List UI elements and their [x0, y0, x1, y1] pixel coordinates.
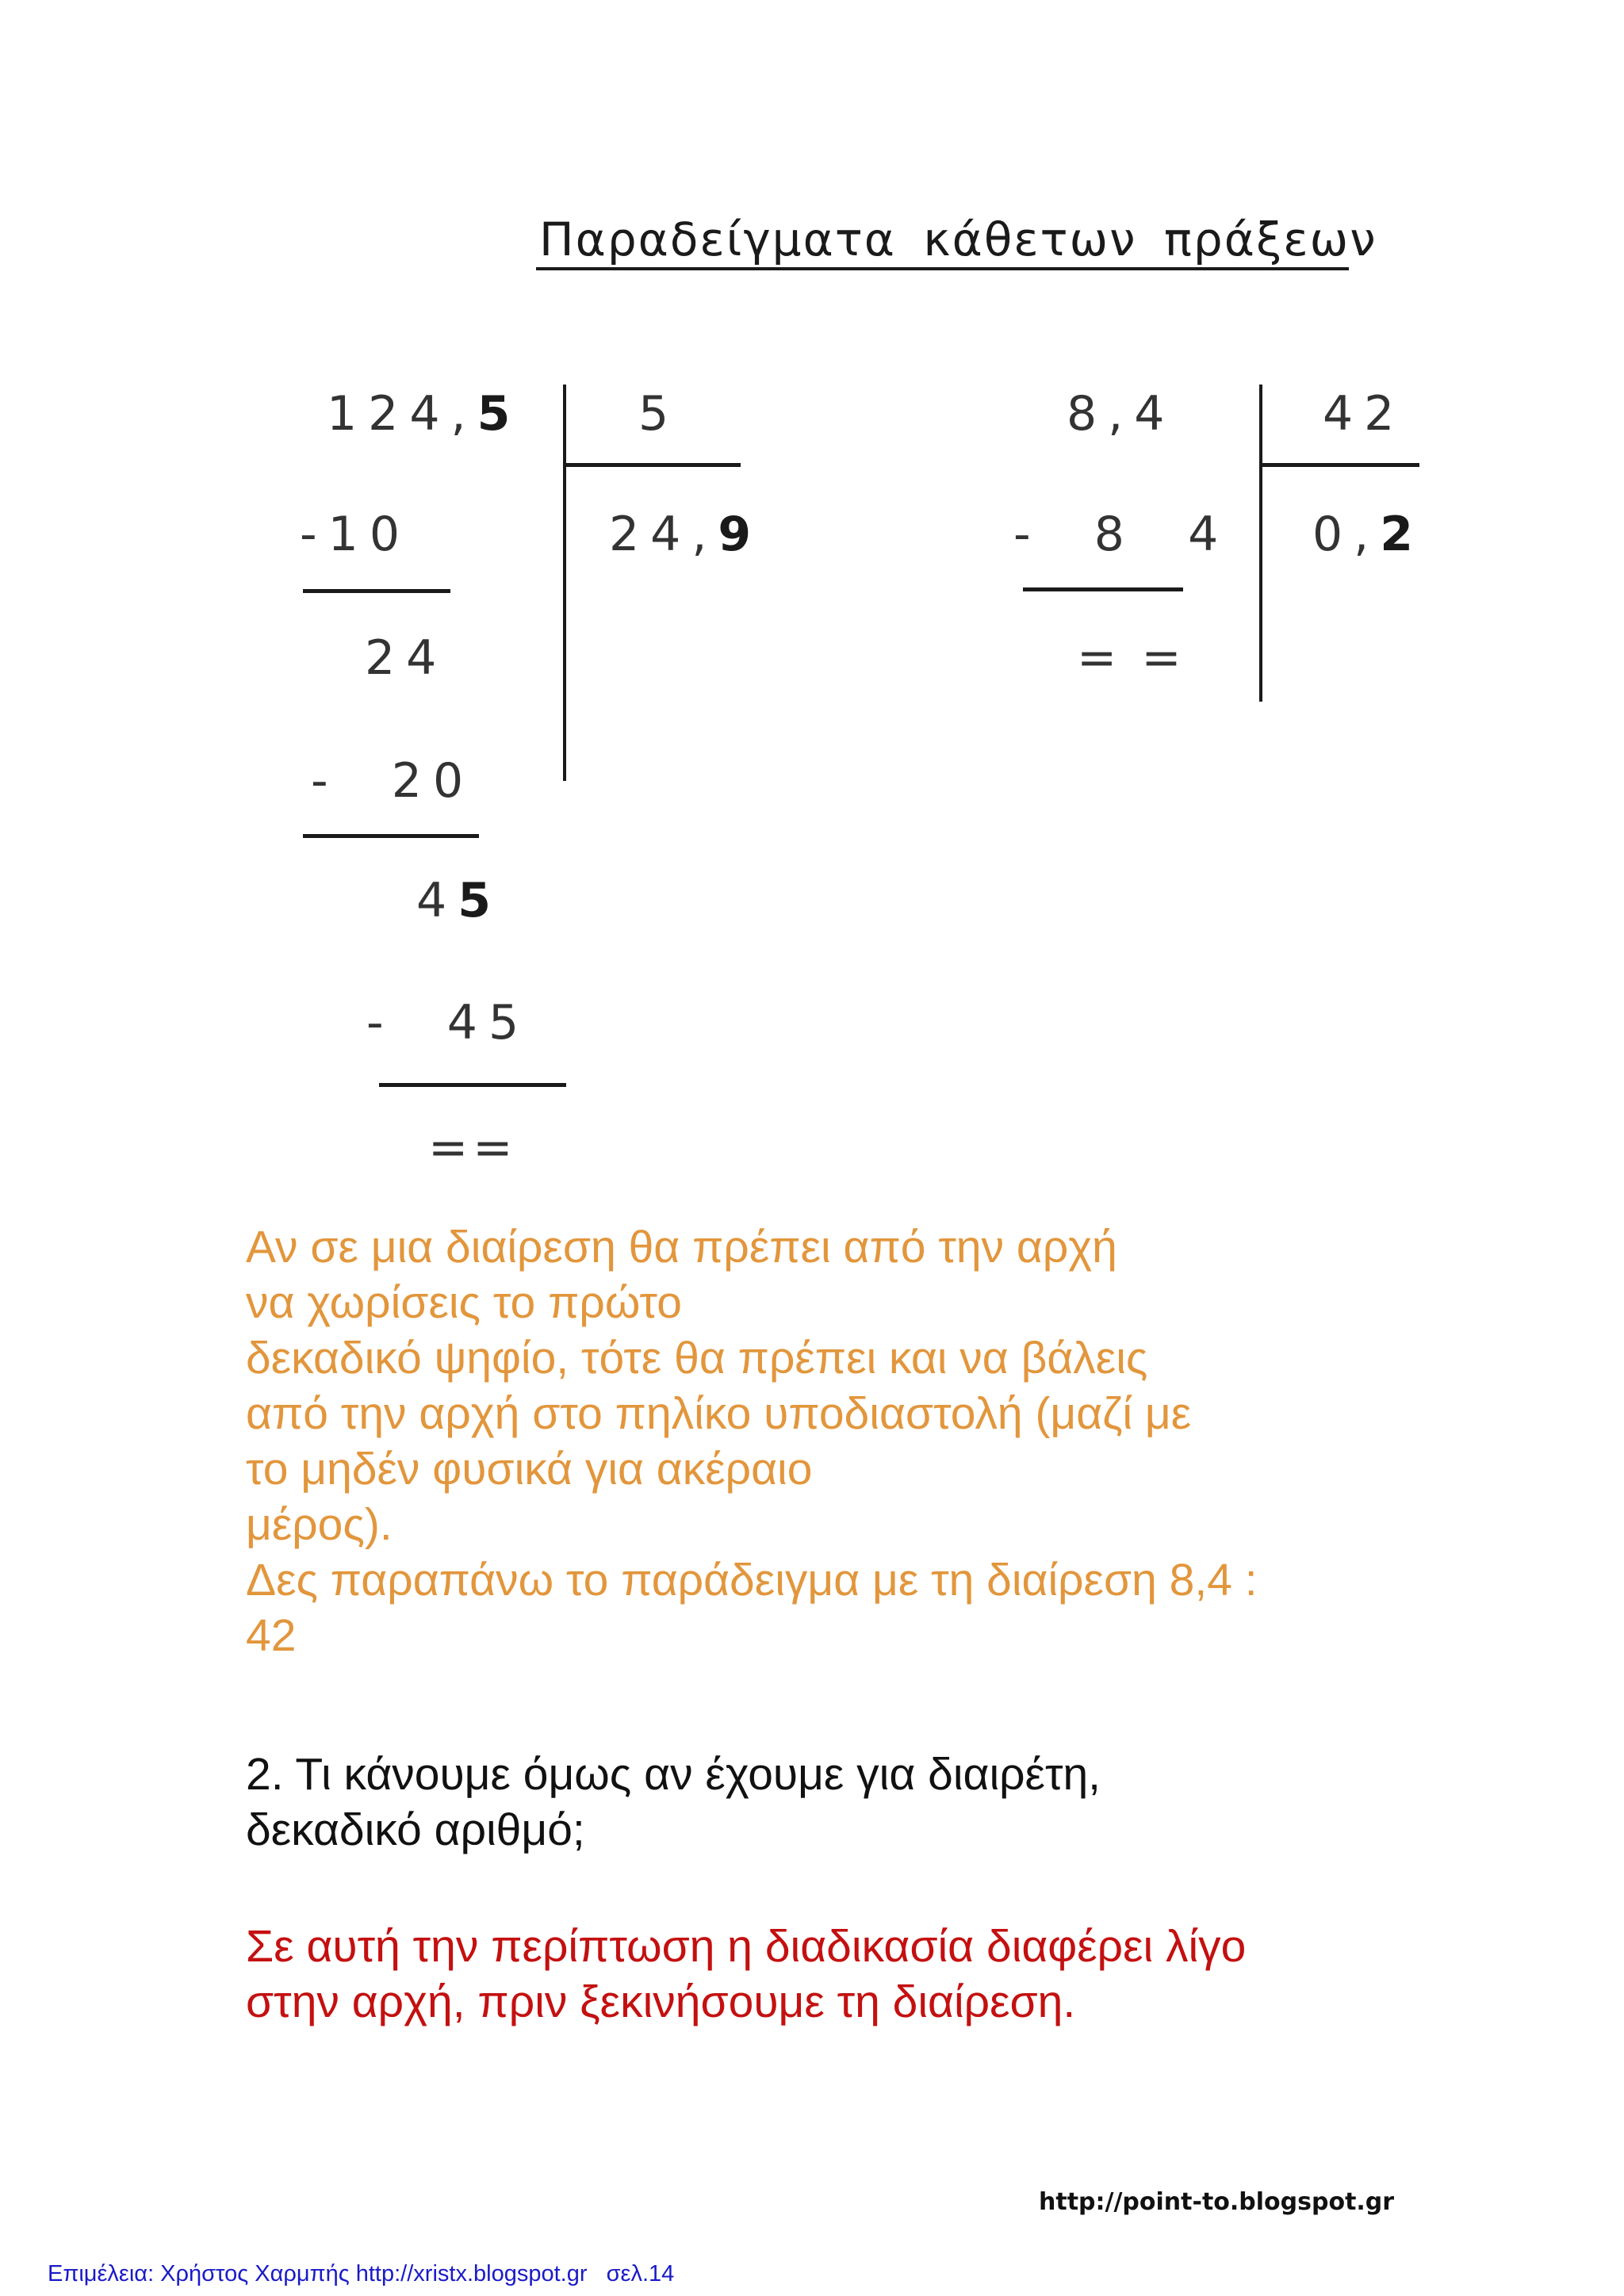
- dividend-1: [327, 386, 522, 442]
- quotient-2: [1312, 507, 1424, 562]
- dividend-1-plain: 124,: [327, 386, 477, 442]
- subtraction-3: - 45: [366, 995, 530, 1050]
- division-2-step-line: [1023, 587, 1183, 591]
- source-url: http://point-to.blogspot.gr: [1039, 2188, 1395, 2216]
- divisor-2: 42: [1323, 386, 1406, 442]
- step-1-line: [303, 589, 450, 593]
- quotient-1-plain: 24,: [609, 507, 718, 562]
- title-underline: [536, 267, 1349, 270]
- division-2-vertical-bar: [1259, 385, 1262, 702]
- paragraph-line: Δες παραπάνω το παράδειγμα με τη διαίρεση 8,4 :: [246, 1555, 1258, 1605]
- paragraph-line: δεκαδικό ψηφίο, τότε θα πρέπει και να βάλεις: [246, 1333, 1148, 1383]
- dividend-2: 8,4: [1067, 386, 1176, 442]
- paragraph-line: από την αρχή στο πηλίκο υποδιαστολή (μαζί με: [246, 1388, 1192, 1439]
- explanation-paragraph: [246, 1219, 1396, 1663]
- paragraph-line: Αν σε μια διαίρεση θα πρέπει από την αρχή: [246, 1222, 1117, 1272]
- subtraction-1: -10: [300, 507, 411, 562]
- remainder-2-plain: 4: [416, 873, 458, 928]
- step-2-line: [303, 834, 479, 838]
- dividend-1-bold-digit: 5: [477, 386, 522, 442]
- subtraction-2-1: - 8 4: [1013, 507, 1230, 562]
- paragraph-line: να χωρίσεις το πρώτο: [246, 1277, 682, 1328]
- paragraph-line: μέρος).: [246, 1499, 393, 1550]
- paragraph-line: στην αρχή, πριν ξεκινήσουμε τη διαίρεση.: [246, 1976, 1076, 2027]
- footer-credit: Επιμέλεια: Χρήστος Χαρμπής http://xristx.blogspot.gr σελ.14: [48, 2261, 675, 2286]
- quotient-1-bold-digit: 9: [718, 507, 763, 562]
- question-paragraph: [246, 1747, 1396, 1858]
- quotient-2-plain: 0,: [1312, 507, 1381, 562]
- final-remainder-2: = =: [1077, 630, 1186, 686]
- quotient-1: [609, 507, 763, 562]
- division-1-vertical-bar: [563, 385, 566, 781]
- remainder-2: [416, 873, 502, 928]
- paragraph-line: Σε αυτή την περίπτωση η διαδικασία διαφέρει λίγο: [246, 1921, 1247, 1972]
- answer-paragraph: [246, 1919, 1396, 2030]
- divisor-2-underline: [1261, 463, 1419, 467]
- paragraph-line: δεκαδικό αριθμό;: [246, 1804, 585, 1855]
- paragraph-line: το μηδέν φυσικά για ακέραιο: [246, 1444, 813, 1494]
- divisor-1-underline: [565, 463, 741, 467]
- quotient-2-bold-digit: 2: [1380, 507, 1424, 562]
- page-title: Παραδείγματα κάθετων πράξεων: [539, 212, 1377, 266]
- paragraph-line: 2. Τι κάνουμε όμως αν έχουμε για διαιρέτη,: [246, 1749, 1101, 1800]
- step-3-line: [379, 1083, 566, 1087]
- divisor-1: 5: [638, 386, 680, 442]
- subtraction-2: - 20: [311, 753, 475, 809]
- final-remainder-1: ==: [428, 1120, 518, 1176]
- remainder-1: 24: [365, 630, 448, 686]
- paragraph-line: 42: [246, 1610, 297, 1661]
- remainder-2-bold-digit: 5: [458, 873, 502, 928]
